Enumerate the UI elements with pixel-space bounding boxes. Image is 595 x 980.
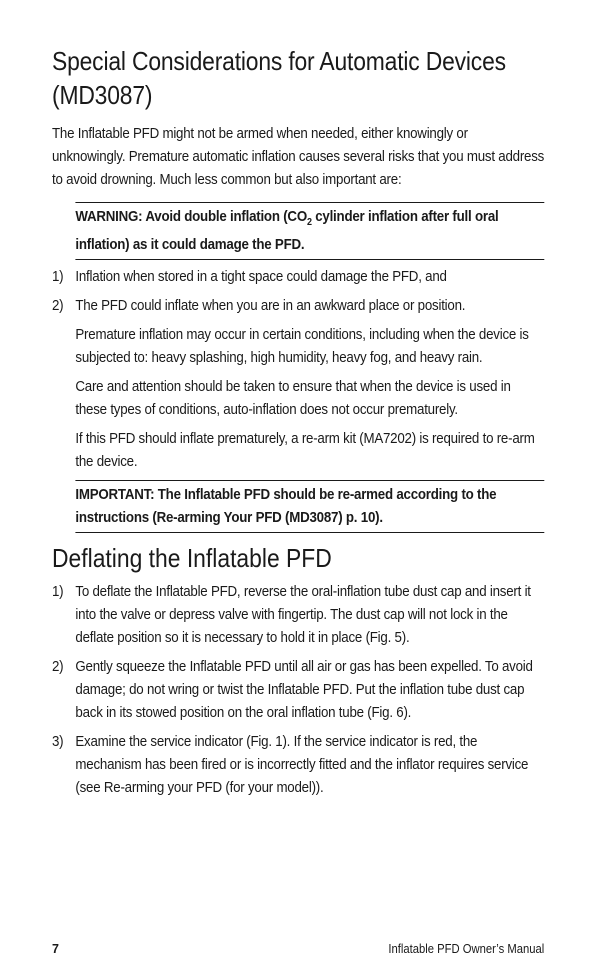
list-number: 3) xyxy=(52,734,64,750)
care-attention-paragraph: Care and attention should be taken to ensure that when the device is used in these types of conditions, auto-inflation does not occur prematurely. xyxy=(75,379,511,418)
list-item xyxy=(52,656,544,725)
intro-paragraph: The Inflatable PFD might not be armed when needed, either knowingly or unknowingly. Premature automatic inflation causes several risks that you must address to avoid drowning. Much less common but also important are: xyxy=(52,126,545,188)
warning-box xyxy=(75,202,544,260)
list-item xyxy=(52,581,544,650)
list-text: Inflation when stored in a tight space could damage the PFD, and xyxy=(75,269,447,285)
warning-text-prefix: WARNING: Avoid double inflation (CO xyxy=(75,209,307,225)
list-number: 1) xyxy=(52,584,64,600)
warning-text-suffix: cylinder inflation after full oral inflation) as it could damage the PFD. xyxy=(75,209,499,253)
premature-inflation-paragraph: Premature inflation may occur in certain conditions, including when the device is subjected to: heavy splashing, high humidity, heavy fog, and heavy rain. xyxy=(75,327,529,366)
section-heading-deflating: Deflating the Inflatable PFD xyxy=(52,543,332,573)
list-item xyxy=(52,295,544,318)
list-number: 2) xyxy=(52,659,64,675)
list-number: 1) xyxy=(52,269,64,285)
manual-title: Inflatable PFD Owner’s Manual xyxy=(388,942,544,956)
body-text xyxy=(52,123,544,533)
list-text: Examine the service indicator (Fig. 1). If the service indicator is red, the mechanism has been fired or is incorrectly fitted and the inflator requires service (see Re-arming your PFD (for your model)). xyxy=(75,734,529,796)
section-heading-automatic-devices: Special Considerations for Automatic Devices (MD3087) xyxy=(52,46,506,110)
list-item xyxy=(52,731,544,800)
list-text: The PFD could inflate when you are in an awkward place or position. xyxy=(75,298,466,314)
warning-subscript: 2 xyxy=(306,217,312,228)
list-number: 2) xyxy=(52,298,64,314)
important-box: IMPORTANT: The Inflatable PFD should be re-armed according to the instructions (Re-arming Your PFD (MD3087) p. 10). xyxy=(75,480,544,533)
page-number: 7 xyxy=(52,942,59,956)
deflating-body xyxy=(52,581,544,800)
list-item xyxy=(52,266,544,289)
deflating-steps-list xyxy=(52,581,544,800)
list-text: Gently squeeze the Inflatable PFD until all air or gas has been expelled. To avoid damage; do not wring or twist the Inflatable PFD. Put the inflation tube dust cap back in its stowed position on the oral inflation tube (Fig. 6). xyxy=(75,659,533,721)
page-footer xyxy=(52,942,544,956)
list-text: To deflate the Inflatable PFD, reverse the oral-inflation tube dust cap and insert it into the valve or depress valve with fingertip. The dust cap will not lock in the deflate position so it is necessary to hold it in place (Fig. 5). xyxy=(75,584,531,646)
page-content xyxy=(52,44,544,800)
risk-list xyxy=(52,266,544,318)
rearm-kit-paragraph: If this PFD should inflate prematurely, a re-arm kit (MA7202) is required to re-arm the device. xyxy=(75,431,535,470)
